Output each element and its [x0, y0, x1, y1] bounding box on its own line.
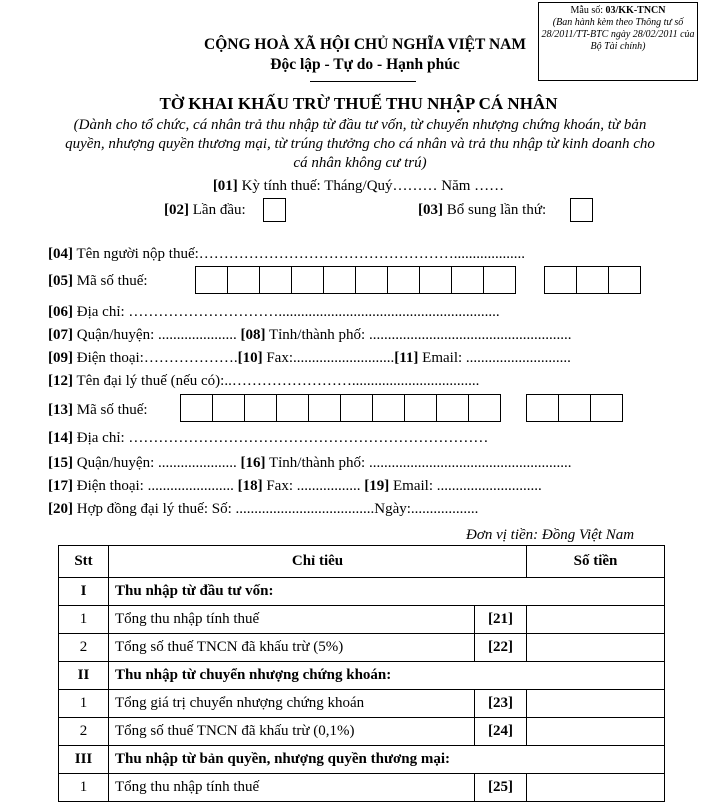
amount-cell-21[interactable] — [527, 606, 665, 634]
agent-district-province-row[interactable]: [15] Quận/huyện: ..................... [16] Tỉnh/thành phố: ...................................................... — [48, 455, 572, 471]
amount-cell-24[interactable] — [527, 718, 665, 746]
amount-cell-23[interactable] — [527, 690, 665, 718]
table-row: 1 Tổng thu nhập tính thuế [21] — [59, 606, 665, 634]
amount-cell-25[interactable] — [527, 774, 665, 802]
table-row: I Thu nhập từ đầu tư vốn: — [59, 578, 665, 606]
col-stt: Stt — [59, 546, 109, 578]
agent-tax-id-label: [13] Mã số thuế: — [48, 402, 148, 418]
form-subtitle: (Dành cho tổ chức, cá nhân trả thu nhập từ đầu tư vốn, từ chuyển nhượng chứng khoán, từ bản quyền, nhượng quyền thương mại, từ trúng thưởng cho cá nhân và trả thu nhập từ kinh doanh cho cá nhân không cư trú) — [65, 117, 655, 171]
address-field[interactable]: [06] Địa chỉ: …………………………........................................................... — [48, 304, 500, 320]
table-row: 1 Tổng giá trị chuyển nhượng chứng khoán [23] — [59, 690, 665, 718]
table-row: II Thu nhập từ chuyển nhượng chứng khoán: — [59, 662, 665, 690]
agent-tax-id-boxes[interactable] — [180, 394, 501, 422]
form-regulation-note: (Ban hành kèm theo Thông tư số 28/2011/TT-BTC ngày 28/02/2011 của Bộ Tài chính) — [541, 17, 695, 52]
taxpayer-name-field[interactable]: [04] Tên người nộp thuế:……………………………………………................... — [48, 246, 526, 262]
agent-contract-field[interactable]: [20] Hợp đồng đại lý thuế: Số: .....................................Ngày:.................. — [48, 501, 479, 517]
currency-unit: Đơn vị tiền: Đồng Việt Nam — [466, 527, 635, 543]
table-row: III Thu nhập từ bản quyền, nhượng quyền thương mại: — [59, 746, 665, 774]
table-row: 1 Tổng thu nhập tính thuế [25] — [59, 774, 665, 802]
supplement-label: [03] Bổ sung lần thứ: — [418, 202, 547, 218]
national-title: CỘNG HOÀ XÃ HỘI CHỦ NGHĨA VIỆT NAM — [204, 36, 526, 53]
declaration-table — [58, 545, 665, 802]
tax-id-branch-boxes[interactable] — [544, 266, 641, 294]
phone-fax-email-row[interactable]: [09] Điện thoại:……………….[10] Fax:...........................[11] Email: ............................ — [48, 350, 571, 366]
col-indicator: Chỉ tiêu — [109, 546, 527, 578]
form-number-box — [538, 2, 698, 81]
supplement-number-box[interactable] — [570, 198, 593, 222]
agent-phone-fax-email-row[interactable]: [17] Điện thoại: ....................... [18] Fax: ................. [19] Email: ............................ — [48, 478, 542, 494]
agent-tax-id-branch-boxes[interactable] — [526, 394, 623, 422]
table-row: 2 Tổng số thuế TNCN đã khấu trừ (0,1%) [24] — [59, 718, 665, 746]
tax-agent-name-field[interactable]: [12] Tên đại lý thuế (nếu có):..…………………….................................. — [48, 373, 480, 389]
first-time-checkbox[interactable] — [263, 198, 286, 222]
agent-address-field[interactable]: [14] Địa chỉ: ……………………………………………………………… — [48, 430, 489, 446]
form-code: Mẫu số: 03/KK-TNCN — [570, 5, 666, 16]
first-time-label: [02] Lần đầu: — [164, 202, 246, 218]
national-motto: Độc lập - Tự do - Hạnh phúc — [270, 56, 460, 73]
tax-id-boxes[interactable] — [195, 266, 516, 294]
table-row: 2 Tổng số thuế TNCN đã khấu trừ (5%) [22] — [59, 634, 665, 662]
form-title: TỜ KHAI KHẤU TRỪ THUẾ THU NHẬP CÁ NHÂN — [159, 94, 558, 113]
tax-id-label: [05] Mã số thuế: — [48, 273, 148, 289]
tax-period-field[interactable]: [01] Kỳ tính thuế: Tháng/Quý……… Năm …… — [212, 178, 505, 194]
col-amount: Số tiền — [527, 546, 665, 578]
amount-cell-22[interactable] — [527, 634, 665, 662]
district-province-row[interactable]: [07] Quận/huyện: ..................... [08] Tỉnh/thành phố: ...................................................... — [48, 327, 572, 343]
motto-underline — [310, 81, 416, 82]
